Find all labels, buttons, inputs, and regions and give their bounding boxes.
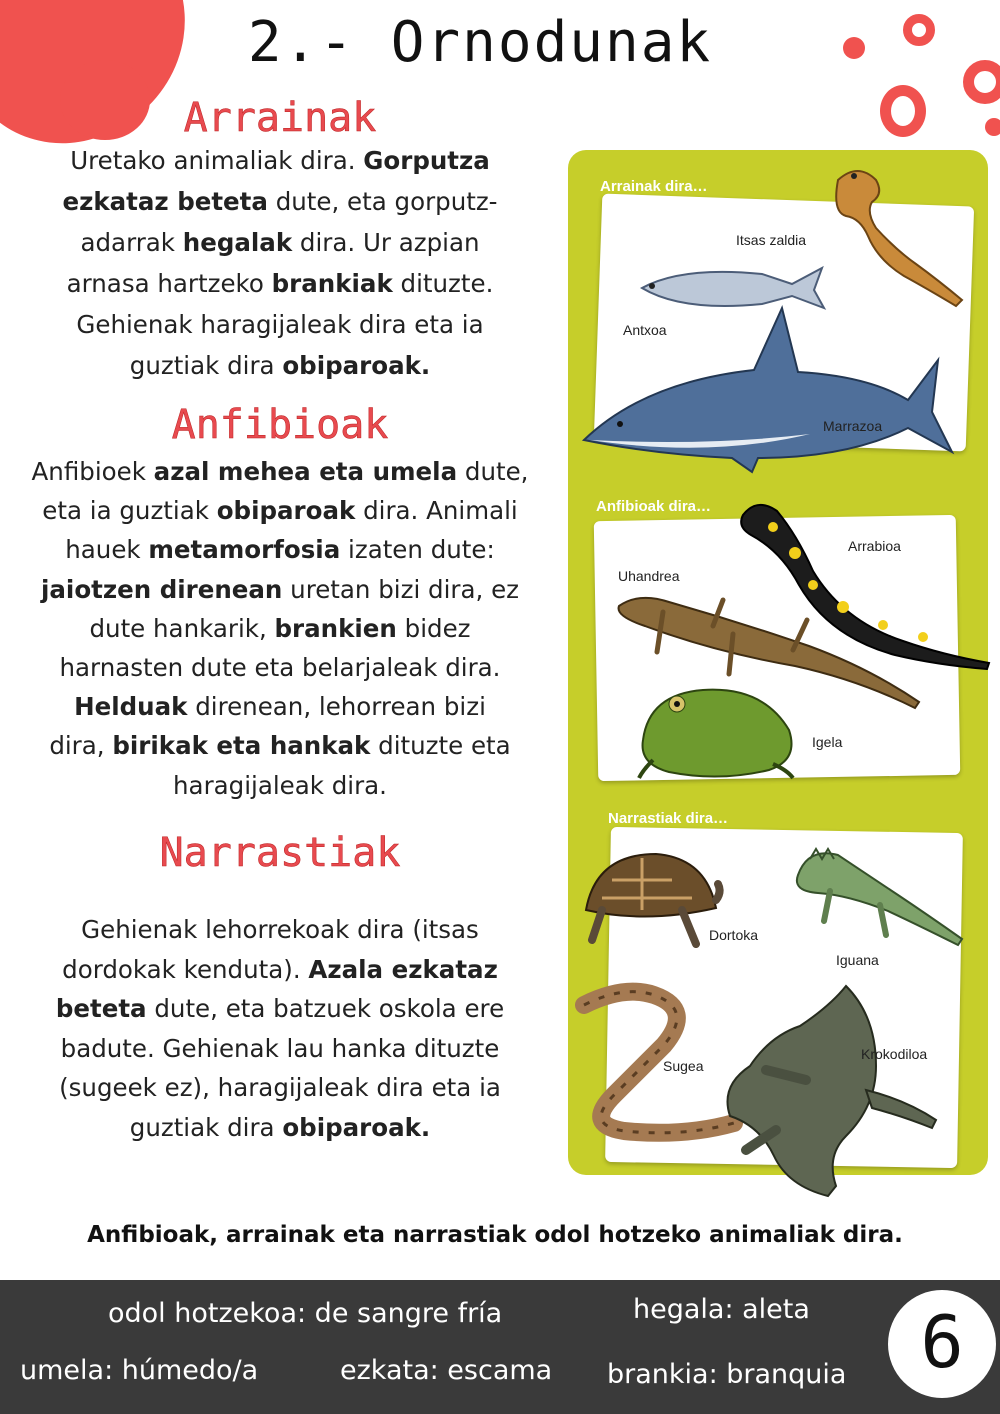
shark-icon	[580, 300, 940, 460]
bold-text-run: jaiotzen direnean	[40, 574, 283, 604]
text-line	[0, 491, 560, 530]
text-run: dira. Ur azpian	[292, 228, 480, 257]
text-line	[0, 570, 560, 609]
text-run: haragijaleak dira.	[173, 770, 387, 800]
text-run: (sugeek ez), haragijaleak dira eta ia	[59, 1073, 501, 1102]
page-number-badge	[888, 1290, 996, 1398]
amphibian-card-heading: Anfibioak dira…	[596, 498, 712, 515]
snake-icon	[574, 965, 739, 1135]
tortoise-label: Dortoka	[709, 927, 759, 943]
section-text-reptiles	[0, 910, 560, 1147]
text-line	[0, 140, 560, 181]
fish-card-heading: Arrainak dira…	[600, 178, 708, 195]
text-run: guztiak dira	[129, 351, 283, 380]
text-run: guztiak dira	[129, 1112, 283, 1142]
iguana-icon	[790, 845, 965, 955]
anchovy-label: Antxoa	[623, 322, 667, 338]
text-line	[0, 609, 560, 648]
frog-icon	[633, 680, 803, 780]
red-ring-decoration	[880, 85, 926, 137]
text-run: bidez	[396, 613, 471, 643]
summary-statement: Anfibioak, arrainak eta narrastiak odol hotzeko animaliak dira.	[87, 1222, 903, 1248]
text-run: izaten dute:	[340, 535, 495, 565]
text-run: Anfibioek	[31, 457, 154, 486]
red-ring-decoration	[963, 60, 1000, 104]
section-text-fish	[0, 140, 560, 386]
text-line	[0, 648, 560, 687]
text-run: direnean, lehorrean bizi	[187, 692, 486, 722]
crocodile-icon	[716, 980, 946, 1205]
text-run: Gehienak lehorrekoak dira (itsas	[81, 915, 479, 944]
text-run: harnasten dute eta belarjaleak dira.	[59, 653, 501, 683]
text-line	[0, 726, 560, 765]
text-run: dordokak kenduta).	[62, 954, 309, 984]
animal-picture-panel	[568, 150, 988, 1175]
text-run: uretan bizi dira, ez	[282, 574, 520, 604]
bold-text-run: metamorfosia	[148, 535, 341, 565]
text-line	[0, 766, 560, 805]
text-line	[0, 181, 560, 222]
red-dot-decoration	[985, 118, 1000, 136]
text-run: arnasa hartzeko	[66, 269, 272, 298]
text-run: dute, eta batzuek oskola ere	[146, 994, 505, 1023]
text-run: adarrak	[80, 228, 183, 257]
glossary-cold-blooded: odol hotzekoa: de sangre fría	[108, 1298, 503, 1329]
text-line	[0, 222, 560, 263]
text-run: dute hankarik,	[89, 613, 275, 643]
text-line	[0, 263, 560, 304]
text-line	[0, 910, 560, 950]
text-line	[0, 1068, 560, 1108]
text-run: Uretako animaliak dira.	[70, 146, 364, 175]
page-title: 2.- Ornodunak	[247, 10, 713, 75]
bold-text-run: ezkataz beteta	[62, 187, 268, 216]
page-number: 6	[920, 1300, 964, 1384]
crocodile-label: Krokodiloa	[861, 1046, 928, 1062]
glossary-scale: ezkata: escama	[340, 1355, 553, 1386]
bold-text-run: hegalak	[182, 228, 293, 257]
bold-text-run: brankiak	[271, 269, 393, 298]
snake-label: Sugea	[663, 1058, 704, 1074]
section-heading-fish: Arrainak	[183, 95, 377, 141]
text-line	[0, 1108, 560, 1148]
text-run: dira,	[49, 731, 113, 761]
glossary-bar	[0, 1280, 1000, 1414]
text-line	[0, 989, 560, 1029]
text-run: badute. Gehienak lau hanka dituzte	[60, 1033, 500, 1063]
text-line	[0, 1029, 560, 1069]
text-run: dute, eta gorputz-	[267, 187, 498, 216]
text-line	[0, 530, 560, 569]
text-run: dituzte eta	[370, 731, 511, 761]
frog-label: Igela	[812, 734, 843, 750]
bold-text-run: azal mehea eta umela	[153, 457, 458, 486]
bold-text-run: Azala ezkataz	[308, 954, 498, 984]
bold-text-run: Helduak	[74, 692, 188, 722]
section-heading-amphibians: Anfibioak	[171, 402, 389, 448]
bold-text-run: brankien	[274, 613, 397, 643]
text-line	[0, 304, 560, 345]
text-line	[0, 452, 560, 491]
text-run: dira. Animali	[355, 496, 518, 526]
shark-label: Marrazoa	[823, 418, 883, 434]
salamander-label: Arrabioa	[848, 538, 901, 554]
glossary-gill: brankia: branquia	[607, 1359, 847, 1390]
seahorse-label: Itsas zaldia	[736, 232, 807, 248]
tortoise-icon	[572, 850, 722, 950]
bold-text-run: birikak eta hankak	[112, 731, 371, 761]
reptile-card-heading: Narrastiak dira…	[608, 810, 729, 827]
bold-text-run: obiparoak.	[282, 1112, 431, 1142]
text-run: dituzte.	[392, 269, 494, 298]
bold-text-run: beteta	[55, 994, 147, 1023]
text-run: eta ia guztiak	[42, 496, 217, 526]
bold-text-run: obiparoak	[216, 496, 356, 526]
bold-text-run: Gorputza	[363, 146, 490, 175]
section-text-amphibians	[0, 452, 560, 805]
glossary-moist: umela: húmedo/a	[20, 1355, 259, 1386]
newt-label: Uhandrea	[618, 568, 680, 584]
text-run: hauek	[65, 535, 149, 565]
text-line	[0, 687, 560, 726]
text-run: dute,	[457, 457, 529, 486]
seahorse-icon	[808, 160, 978, 310]
section-heading-reptiles: Narrastiak	[159, 830, 401, 876]
text-line	[0, 950, 560, 990]
text-run: Gehienak haragijaleak dira eta ia	[76, 310, 484, 339]
glossary-fin: hegala: aleta	[633, 1294, 810, 1325]
iguana-label: Iguana	[836, 952, 879, 968]
bold-text-run: obiparoak.	[282, 351, 431, 380]
text-line	[0, 345, 560, 386]
